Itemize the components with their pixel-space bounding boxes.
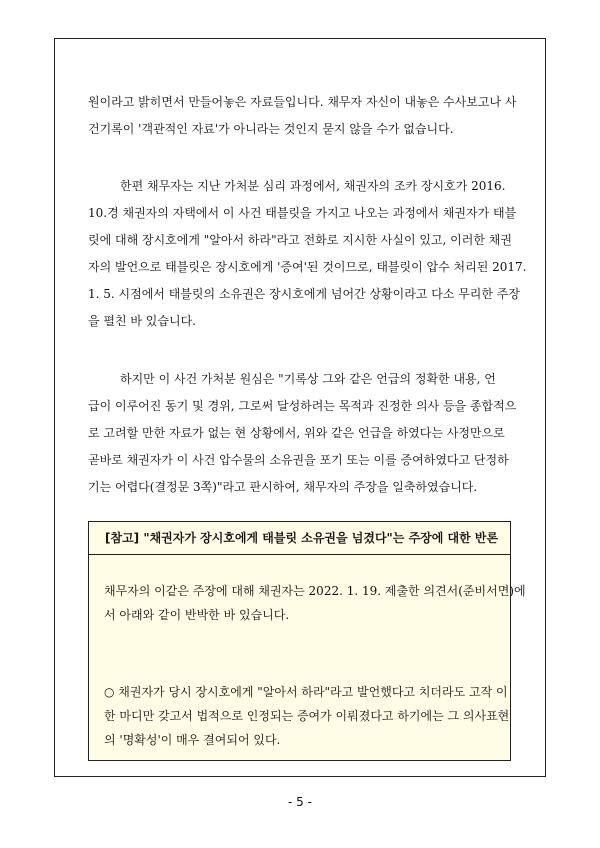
note-paragraph-1 [104, 579, 526, 627]
text-line: 릿에 대해 장시호에게 "알아서 하라"라고 전화로 지시한 사실이 있고, 이러한 채권 [88, 233, 512, 247]
text-line: 건기록이 '객관적인 자료'가 아니라는 것인지 묻지 않을 수가 없습니다. [88, 122, 454, 136]
text-line: 의 '명확성'이 매우 결여되어 있다. [104, 733, 281, 747]
page-number: - 5 - [288, 795, 312, 809]
text-line: 원이라고 밝히면서 만들어놓은 자료들입니다. 채무자 자신이 내놓은 수사보고나 사 [88, 95, 517, 109]
note-title: [참고] "채권자가 장시호에게 태블릿 소유권을 넘겼다"는 주장에 대한 반론 [89, 522, 510, 555]
text-line: 로 고려할 만한 자료가 없는 현 상황에서, 위와 같은 언급을 하였다는 사정만으로 [88, 426, 505, 440]
text-line: 1. 5. 시점에서 태블릿의 소유권은 장시호에게 넘어간 상황이라고 다소 무리한 주장 [88, 287, 520, 301]
text-line: 기는 어렵다(결정문 3쪽)"라고 판시하여, 채무자의 주장을 일축하였습니다. [88, 480, 478, 494]
text-line: ○ 채권자가 당시 장시호에게 "알아서 하라"라고 발언했다고 치더라도 고작 이 [104, 685, 508, 699]
text-line: 급이 이루어진 동기 및 경위, 그로써 달성하려는 목적과 진정한 의사 등을 종합적으 [88, 399, 517, 413]
text-line: 자의 발언으로 태블릿은 장시호에게 '증여'된 것이므로, 태블릿이 압수 처리된 2017. [88, 260, 527, 274]
text-line: 한 마디만 갖고서 법적으로 인정되는 증여가 이뤄졌다고 하기에는 그 의사표현 [104, 709, 510, 723]
text-line: 곧바로 채권자가 이 사건 압수물의 소유권을 포기 또는 이를 증여하였다고 단정하 [88, 453, 509, 467]
reference-note-box [88, 521, 526, 761]
paragraph-3 [88, 366, 517, 501]
text-line: 서 아래와 같이 반박한 바 있습니다. [104, 608, 290, 622]
text-line: 채무자의 이같은 주장에 대해 채권자는 2022. 1. 19. 제출한 의견서(준비서면)에 [104, 584, 526, 598]
text-line: 한편 채무자는 지난 가처분 심리 과정에서, 채권자의 조카 장시호가 2016. [120, 179, 506, 193]
paragraph-2 [88, 173, 527, 335]
text-line: 을 펼친 바 있습니다. [88, 314, 196, 328]
text-line: 하지만 이 사건 가처분 원심은 "기록상 그와 같은 언급의 정확한 내용, 언 [120, 372, 496, 386]
paragraph-1 [88, 89, 517, 143]
note-paragraph-2 [104, 680, 510, 752]
text-line: 10.경 채권자의 자택에서 이 사건 태블릿을 가지고 나오는 과정에서 채권자가 태블 [88, 206, 517, 220]
